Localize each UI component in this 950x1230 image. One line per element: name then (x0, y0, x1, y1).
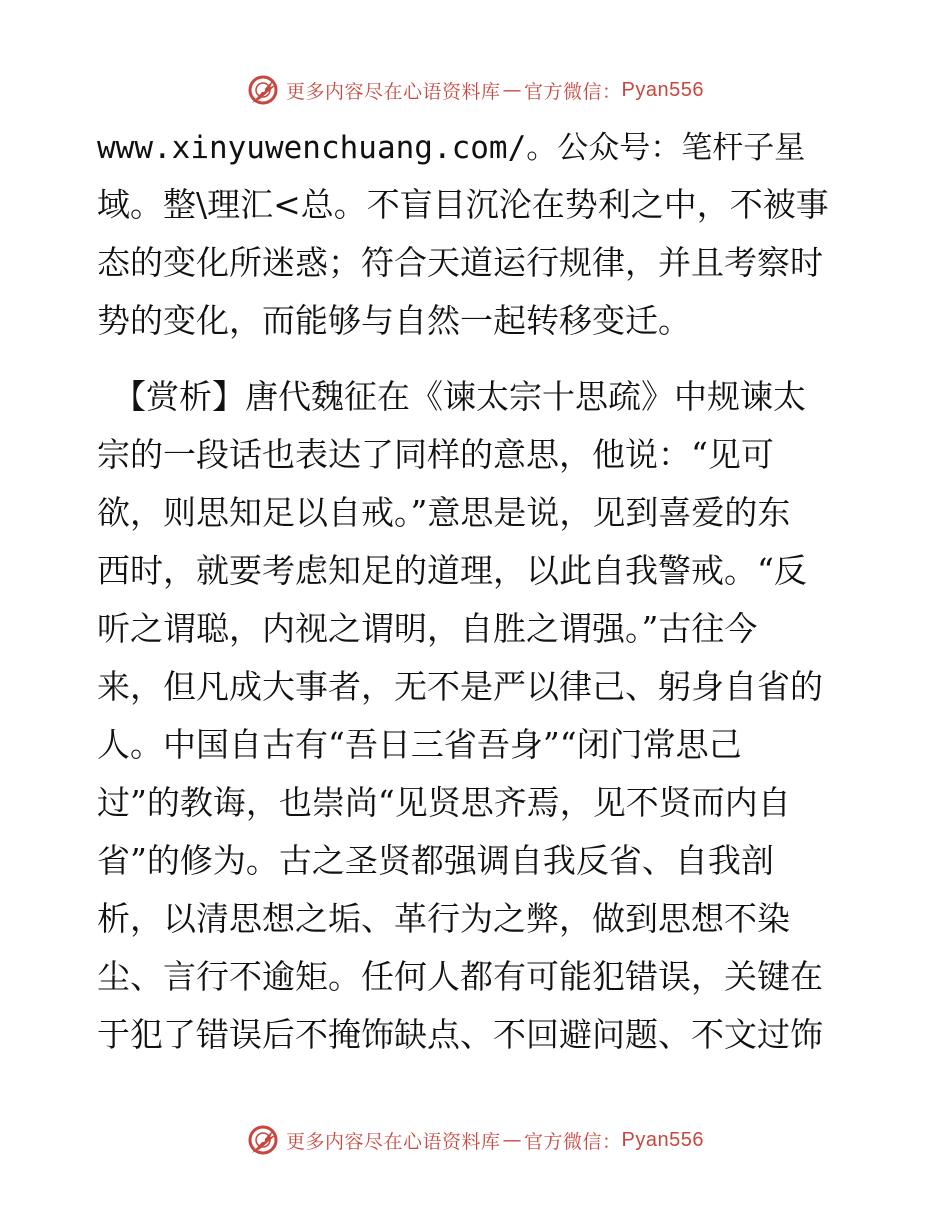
text-line: 【赏析】唐代魏征在《谏太宗十思疏》中规谏太 (113, 377, 806, 416)
header-separator: — (502, 79, 523, 101)
paragraph-1 (97, 118, 857, 350)
text-line (97, 118, 857, 176)
text-line: 人。中国自古有“吾日三省吾身”“闭门常思己 (97, 725, 742, 764)
quill-pen-logo-icon (246, 73, 280, 107)
footer-wechat-label: 官方微信： (524, 1130, 622, 1153)
text-line: 西时，就要考虑知足的道理，以此自我警戒。“反 (97, 551, 807, 590)
text-line: 省”的修为。古之圣贤都强调自我反省、自我剖 (97, 841, 774, 880)
text-line: 来，但凡成大事者，无不是严以律己、躬身自省的 (97, 667, 823, 706)
text-line: 欲，则思知足以自戒。”意思是说，见到喜爱的东 (97, 493, 791, 532)
quill-pen-logo-icon (246, 1123, 280, 1157)
text-line: 态的变化所迷惑；符合天道运行规律，并且考察时 (97, 243, 823, 282)
header-wechat-account: Pyan556 (621, 78, 704, 101)
text-line: 于犯了错误后不掩饰缺点、不回避问题、不文过饰 (97, 1015, 823, 1054)
footer-banner (0, 1118, 950, 1162)
footer-site-text: 更多内容尽在心语资料库 (286, 1130, 501, 1153)
text-line: 听之谓聪，内视之谓明，自胜之谓强。”古往今 (97, 609, 758, 648)
footer-wechat-account: Pyan556 (621, 1128, 704, 1151)
header-site-text: 更多内容尽在心语资料库 (286, 80, 501, 103)
text-line: 尘、言行不逾矩。任何人都有可能犯错误，关键在 (97, 957, 823, 996)
text-line: 析，以清思想之垢、革行为之弊，做到思想不染 (97, 899, 790, 938)
footer-separator: — (502, 1129, 523, 1151)
text-line: 宗的一段话也表达了同样的意思，他说：“见可 (97, 435, 774, 474)
header-wechat-label: 官方微信： (524, 80, 622, 103)
paragraph-2 (97, 368, 857, 1064)
text-line: 域。整\理汇<总。不盲目沉沦在势利之中，不被事 (97, 185, 829, 224)
text-line-segment: www.xinyuwenchuang.com/。公众号：笔杆子星 (97, 130, 806, 166)
text-line: 过”的教诲，也崇尚“见贤思齐焉，见不贤而内自 (97, 783, 791, 822)
header-banner (0, 68, 950, 112)
text-line: 势的变化，而能够与自然一起转移变迁。 (97, 301, 691, 340)
